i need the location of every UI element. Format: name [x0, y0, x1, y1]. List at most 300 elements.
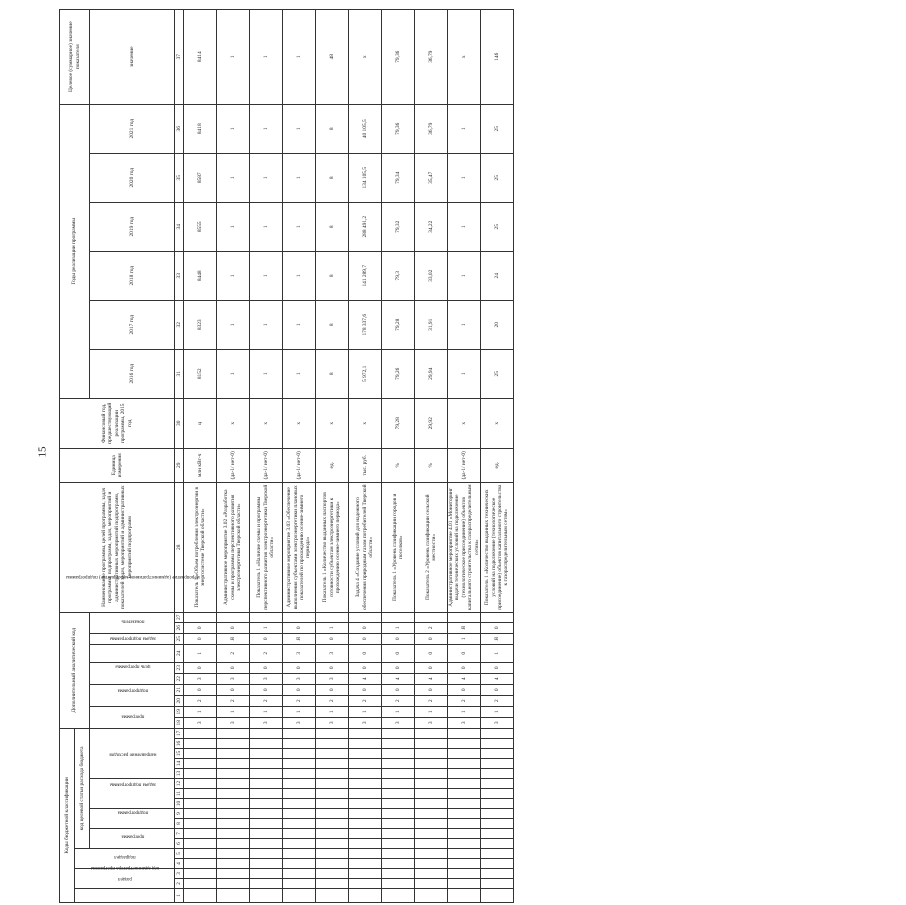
header-target-item: код целевой статьи расхода бюджета — [75, 728, 90, 848]
budget-code-cell — [250, 759, 283, 769]
analytic-code-digit: 0 — [217, 684, 250, 695]
row-year-value: 8 — [316, 104, 349, 153]
analytic-code-digit: 0 — [283, 662, 316, 673]
budget-code-cell — [382, 739, 415, 749]
analytic-code-digit: Я — [448, 622, 481, 633]
header-section: раздел — [75, 869, 175, 889]
row-year-value: 134 105,5 — [349, 153, 382, 202]
budget-code-cell — [448, 759, 481, 769]
budget-code-cell — [415, 769, 448, 779]
row-year-value: 1 — [250, 251, 283, 300]
budget-code-cell — [481, 749, 514, 759]
row-year-value: 1 — [283, 202, 316, 251]
budget-code-cell — [415, 859, 448, 869]
budget-code-cell — [349, 869, 382, 879]
row-year-value: 141 289,7 — [349, 251, 382, 300]
budget-code-cell — [184, 789, 217, 799]
analytic-code-digit: 0 — [382, 662, 415, 673]
header-expense-direction: направление расходов — [90, 728, 175, 778]
analytic-code-digit: 1 — [349, 706, 382, 717]
analytic-code-digit: 0 — [283, 684, 316, 695]
budget-code-cell — [184, 849, 217, 859]
analytic-code-digit: 2 — [481, 695, 514, 706]
row-base-value: x — [481, 398, 514, 448]
row-year-value: 79,28 — [382, 300, 415, 349]
budget-code-cell — [250, 809, 283, 819]
row-target-value: 79,36 — [382, 9, 415, 104]
budget-code-cell — [448, 889, 481, 903]
budget-code-cell — [415, 779, 448, 789]
analytic-code-digit: 1 — [283, 706, 316, 717]
row-year-value: 8323 — [184, 300, 217, 349]
budget-code-cell — [415, 739, 448, 749]
row-year-value: 79,34 — [382, 153, 415, 202]
header-target: Целевое (суммарное) значение показателя — [60, 9, 90, 104]
analytic-code-digit — [415, 612, 448, 622]
budget-code-cell — [283, 839, 316, 849]
analytic-code-digit: 1 — [481, 706, 514, 717]
budget-code-cell — [382, 728, 415, 738]
header-analytic-task: задача подпрограммы — [90, 644, 175, 662]
budget-code-cell — [415, 829, 448, 839]
analytic-code-digit: 0 — [250, 662, 283, 673]
budget-code-cell — [250, 789, 283, 799]
analytic-code-digit: 2 — [184, 695, 217, 706]
budget-code-cell — [448, 839, 481, 849]
budget-code-cell — [448, 859, 481, 869]
budget-code-cell — [283, 799, 316, 809]
budget-code-cell — [316, 739, 349, 749]
budget-code-cell — [283, 859, 316, 869]
budget-code-cell — [382, 789, 415, 799]
column-number-row — [175, 9, 184, 902]
row-year-value: 20 — [481, 300, 514, 349]
analytic-code-digit: 2 — [217, 695, 250, 706]
row-year-value: 8555 — [184, 202, 217, 251]
analytic-code-digit: 3 — [250, 717, 283, 728]
budget-program-table — [59, 9, 514, 903]
budget-code-cell — [316, 759, 349, 769]
budget-code-cell — [448, 829, 481, 839]
budget-code-cell — [448, 819, 481, 829]
row-year-value: 5 972,1 — [349, 349, 382, 398]
budget-code-cell — [481, 769, 514, 779]
budget-code-cell — [415, 819, 448, 829]
row-name: Показатель 1 «Количество выданных технических условий на подключение (технологическое присоединение) объектов капитального строительства к газораспределительным сетям» — [481, 482, 514, 612]
analytic-code-digit: 4 — [382, 673, 415, 684]
budget-code-cell — [415, 759, 448, 769]
column-number: 14 — [175, 759, 184, 769]
budget-code-cell — [448, 799, 481, 809]
budget-code-cell — [481, 839, 514, 849]
analytic-code-digit: 1 — [184, 644, 217, 662]
analytic-code-digit: 1 — [316, 622, 349, 633]
budget-code-cell — [316, 728, 349, 738]
budget-code-cell — [316, 839, 349, 849]
analytic-code-digit: 3 — [283, 644, 316, 662]
analytic-code-digit: 3 — [382, 717, 415, 728]
analytic-code-digit: 0 — [250, 684, 283, 695]
budget-code-cell — [448, 879, 481, 889]
row-unit: млн кВт-ч — [184, 448, 217, 482]
row-year-value: 1 — [217, 251, 250, 300]
analytic-code-digit: 4 — [481, 673, 514, 684]
budget-code-cell — [316, 779, 349, 789]
row-year-value: 8 — [316, 202, 349, 251]
budget-code-cell — [283, 728, 316, 738]
analytic-code-digit: 0 — [448, 644, 481, 662]
budget-code-cell — [349, 829, 382, 839]
column-number: 3 — [175, 869, 184, 879]
budget-code-cell — [382, 779, 415, 789]
header-target-value: значение — [90, 9, 175, 104]
budget-code-cell — [184, 739, 217, 749]
row-unit: (да-1/ нет-0) — [250, 448, 283, 482]
column-number: 37 — [175, 9, 184, 104]
analytic-code-digit: 0 — [316, 662, 349, 673]
column-number: 13 — [175, 769, 184, 779]
analytic-code-digit: 0 — [415, 684, 448, 695]
header-analytic-subprogram: подпрограмма — [90, 684, 175, 706]
row-base-value: x — [448, 398, 481, 448]
row-year-value: 1 — [283, 104, 316, 153]
budget-code-cell — [250, 849, 283, 859]
analytic-code-digit: Я — [217, 633, 250, 644]
header-analytic-event: мероприятие (административное мероприятие) подпрограммы — [90, 633, 175, 644]
budget-code-cell — [382, 889, 415, 903]
column-number: 2 — [175, 879, 184, 889]
column-number: 5 — [175, 849, 184, 859]
row-target-value: x — [349, 9, 382, 104]
analytic-code-digit: 2 — [217, 644, 250, 662]
header-year-2017: 2017 год — [90, 300, 175, 349]
budget-code-cell — [415, 879, 448, 889]
column-number: 33 — [175, 251, 184, 300]
table-row — [448, 9, 481, 902]
analytic-code-digit: 1 — [250, 706, 283, 717]
column-number: 9 — [175, 809, 184, 819]
budget-code-cell — [184, 819, 217, 829]
header-year-2019: 2019 год — [90, 202, 175, 251]
budget-code-cell — [184, 759, 217, 769]
budget-code-cell — [283, 779, 316, 789]
analytic-code-digit: 0 — [349, 662, 382, 673]
row-year-value: 1 — [283, 300, 316, 349]
row-year-value: 1 — [217, 202, 250, 251]
budget-code-cell — [184, 879, 217, 889]
analytic-code-digit — [349, 612, 382, 622]
row-year-value: 1 — [448, 104, 481, 153]
row-year-value: 40 105,5 — [349, 104, 382, 153]
budget-code-cell — [217, 809, 250, 819]
budget-code-cell — [184, 799, 217, 809]
row-year-value: 1 — [250, 104, 283, 153]
analytic-code-digit: 3 — [250, 673, 283, 684]
row-year-value: 25 — [481, 202, 514, 251]
row-year-value: 1 — [250, 300, 283, 349]
budget-code-cell — [415, 789, 448, 799]
analytic-code-digit: 3 — [415, 717, 448, 728]
analytic-code-digit: 0 — [217, 662, 250, 673]
budget-code-cell — [382, 869, 415, 879]
column-number: 4 — [175, 859, 184, 869]
budget-code-cell — [184, 889, 217, 903]
budget-code-cell — [481, 789, 514, 799]
budget-code-cell — [481, 728, 514, 738]
analytic-code-digit: 0 — [349, 622, 382, 633]
row-year-value: 1 — [217, 104, 250, 153]
analytic-code-digit: 3 — [448, 717, 481, 728]
analytic-code-digit: 1 — [217, 706, 250, 717]
row-year-value: 1 — [217, 300, 250, 349]
budget-code-cell — [448, 869, 481, 879]
analytic-code-digit: 2 — [316, 695, 349, 706]
row-name: Задача 4 «Создание условий для надежного обеспечения природным газом потребителей Тверской области» — [349, 482, 382, 612]
row-year-value: 79,36 — [382, 104, 415, 153]
budget-code-cell — [481, 829, 514, 839]
row-target-value: 1 — [250, 9, 283, 104]
budget-code-cell — [250, 859, 283, 869]
row-year-value: 31,91 — [415, 300, 448, 349]
budget-code-cell — [283, 749, 316, 759]
analytic-code-digit: Я — [283, 633, 316, 644]
row-year-value: 35,47 — [415, 153, 448, 202]
analytic-code-digit: 1 — [382, 706, 415, 717]
row-unit: ед. — [316, 448, 349, 482]
column-number: 22 — [175, 673, 184, 684]
row-base-value: 79,28 — [382, 398, 415, 448]
budget-code-cell — [184, 749, 217, 759]
budget-code-cell — [283, 869, 316, 879]
budget-code-cell — [481, 799, 514, 809]
budget-code-cell — [481, 859, 514, 869]
row-unit: % — [382, 448, 415, 482]
analytic-code-digit: 1 — [481, 644, 514, 662]
analytic-code-digit: 0 — [184, 662, 217, 673]
column-number: 19 — [175, 706, 184, 717]
analytic-code-digit: 4 — [415, 673, 448, 684]
row-year-value: 8448 — [184, 251, 217, 300]
budget-code-cell — [349, 809, 382, 819]
header-program: программа — [90, 829, 175, 849]
analytic-code-digit: 1 — [415, 706, 448, 717]
analytic-code-digit: 0 — [415, 644, 448, 662]
budget-code-cell — [250, 749, 283, 759]
budget-code-cell — [250, 728, 283, 738]
rotated-sheet — [59, 21, 906, 897]
budget-code-cell — [184, 839, 217, 849]
analytic-code-digit: 2 — [448, 695, 481, 706]
analytic-code-digit: 2 — [283, 695, 316, 706]
row-unit: (да-1/ нет-0) — [217, 448, 250, 482]
budget-code-cell — [349, 728, 382, 738]
column-number: 16 — [175, 739, 184, 749]
row-year-value: 8152 — [184, 349, 217, 398]
budget-code-cell — [349, 859, 382, 869]
budget-code-cell — [283, 789, 316, 799]
budget-code-cell — [415, 889, 448, 903]
column-number: 31 — [175, 349, 184, 398]
row-year-value: 8 — [316, 349, 349, 398]
budget-code-cell — [382, 849, 415, 859]
budget-code-cell — [415, 809, 448, 819]
budget-code-cell — [184, 779, 217, 789]
budget-code-cell — [481, 739, 514, 749]
analytic-code-digit: 3 — [316, 717, 349, 728]
budget-code-cell — [184, 769, 217, 779]
analytic-code-digit: 0 — [184, 622, 217, 633]
budget-code-cell — [382, 759, 415, 769]
budget-code-cell — [217, 769, 250, 779]
column-number: 25 — [175, 633, 184, 644]
column-number: 8 — [175, 819, 184, 829]
budget-code-cell — [250, 829, 283, 839]
row-year-value: 1 — [448, 251, 481, 300]
table-row — [250, 9, 283, 902]
budget-code-cell — [250, 869, 283, 879]
row-base-value: ц — [184, 398, 217, 448]
row-base-value: x — [316, 398, 349, 448]
budget-code-cell — [481, 809, 514, 819]
column-number: 15 — [175, 749, 184, 759]
budget-code-cell — [283, 769, 316, 779]
budget-code-cell — [349, 769, 382, 779]
budget-code-cell — [382, 859, 415, 869]
budget-program-sheet — [59, 21, 628, 903]
row-target-value: 146 — [481, 9, 514, 104]
analytic-code-digit: 1 — [250, 622, 283, 633]
row-year-value: 79,3 — [382, 251, 415, 300]
column-number: 11 — [175, 789, 184, 799]
budget-code-cell — [349, 759, 382, 769]
analytic-code-digit — [481, 612, 514, 622]
table-row — [316, 9, 349, 902]
column-number: 12 — [175, 779, 184, 789]
budget-code-cell — [217, 859, 250, 869]
analytic-code-digit — [283, 612, 316, 622]
header-analytic-code: Дополнительный аналитический код — [60, 612, 90, 728]
budget-code-cell — [349, 739, 382, 749]
budget-code-cell — [283, 879, 316, 889]
analytic-code-digit: 0 — [481, 684, 514, 695]
analytic-code-digit: 0 — [382, 684, 415, 695]
header-years-group: Годы реализации программы — [60, 104, 90, 398]
analytic-code-digit: 3 — [316, 644, 349, 662]
row-year-value: 1 — [250, 153, 283, 202]
budget-code-cell — [481, 759, 514, 769]
row-target-value: 48 — [316, 9, 349, 104]
budget-code-cell — [448, 728, 481, 738]
analytic-code-digit: 3 — [481, 717, 514, 728]
column-number: 34 — [175, 202, 184, 251]
analytic-code-digit: 2 — [250, 695, 283, 706]
column-number: 36 — [175, 104, 184, 153]
budget-code-cell — [250, 739, 283, 749]
header-admin-code: код администратора программы — [75, 889, 175, 903]
budget-code-cell — [448, 769, 481, 779]
row-year-value: 288 491,2 — [349, 202, 382, 251]
budget-code-cell — [316, 849, 349, 859]
budget-code-cell — [448, 809, 481, 819]
analytic-code-digit — [217, 612, 250, 622]
analytic-code-digit: 0 — [349, 684, 382, 695]
row-year-value: 8418 — [184, 104, 217, 153]
budget-code-cell — [415, 799, 448, 809]
row-target-value: 36,79 — [415, 9, 448, 104]
table-row — [349, 9, 382, 902]
budget-code-cell — [184, 869, 217, 879]
row-unit: % — [415, 448, 448, 482]
row-name: Показатель 1 «Объем потребления электроэнергии в энергосистеме Тверской области» — [184, 482, 217, 612]
header-year-2018: 2018 год — [90, 251, 175, 300]
analytic-code-digit — [316, 612, 349, 622]
budget-code-cell — [283, 889, 316, 903]
analytic-code-digit: 2 — [415, 622, 448, 633]
row-target-value: 1 — [217, 9, 250, 104]
budget-code-cell — [382, 809, 415, 819]
row-unit: тыс. руб. — [349, 448, 382, 482]
analytic-code-digit: 0 — [415, 633, 448, 644]
analytic-code-digit: 3 — [184, 717, 217, 728]
budget-code-cell — [349, 879, 382, 889]
analytic-code-digit: 0 — [250, 633, 283, 644]
analytic-code-digit: 1 — [448, 633, 481, 644]
row-year-value: 1 — [448, 202, 481, 251]
budget-code-cell — [415, 849, 448, 859]
budget-code-cell — [316, 869, 349, 879]
row-name: Административное мероприятие 4.01 «Мониторинг выдачи технических условий на подключение (технологическое присоединение) объектов капитального строительства к газораспределительным сетям» — [448, 482, 481, 612]
analytic-code-digit: 0 — [316, 684, 349, 695]
row-base-value: x — [250, 398, 283, 448]
row-year-value: 1 — [217, 153, 250, 202]
analytic-code-digit: Я — [481, 633, 514, 644]
budget-code-cell — [217, 749, 250, 759]
analytic-code-digit: 0 — [184, 633, 217, 644]
table-row — [184, 9, 217, 902]
analytic-code-digit: 0 — [448, 684, 481, 695]
table-row — [415, 9, 448, 902]
analytic-code-digit: 2 — [382, 695, 415, 706]
budget-code-cell — [448, 739, 481, 749]
header-analytic-goal: цель программы — [90, 662, 175, 684]
row-target-value: 8414 — [184, 9, 217, 104]
budget-code-cell — [217, 739, 250, 749]
analytic-code-digit: 1 — [184, 706, 217, 717]
analytic-code-digit: 1 — [448, 706, 481, 717]
column-number: 10 — [175, 799, 184, 809]
analytic-code-digit: 3 — [217, 717, 250, 728]
budget-code-cell — [283, 819, 316, 829]
column-number: 28 — [175, 482, 184, 612]
analytic-code-digit: 1 — [382, 622, 415, 633]
row-year-value: 33,02 — [415, 251, 448, 300]
budget-code-cell — [481, 779, 514, 789]
budget-code-cell — [349, 779, 382, 789]
budget-code-cell — [316, 769, 349, 779]
budget-code-cell — [349, 839, 382, 849]
budget-code-cell — [217, 829, 250, 839]
row-year-value: 25 — [481, 104, 514, 153]
analytic-code-digit: 3 — [283, 673, 316, 684]
analytic-code-digit: 0 — [415, 662, 448, 673]
table-row — [283, 9, 316, 902]
header-year-2016: 2016 год — [90, 349, 175, 398]
budget-code-cell — [349, 749, 382, 759]
analytic-code-digit — [184, 612, 217, 622]
budget-code-cell — [349, 889, 382, 903]
budget-code-cell — [250, 769, 283, 779]
analytic-code-digit: 3 — [217, 673, 250, 684]
